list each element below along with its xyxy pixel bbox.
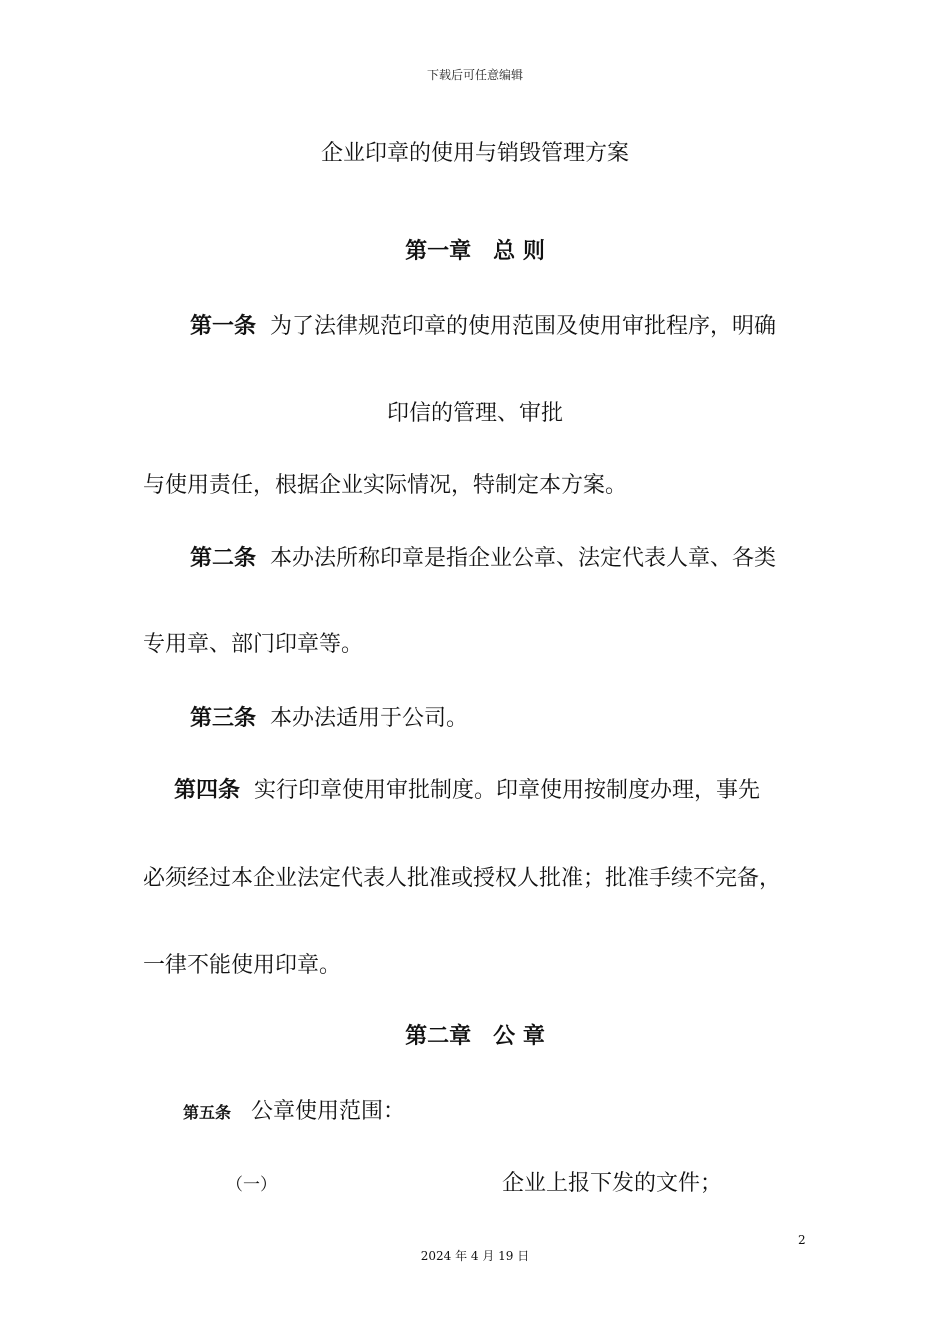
article-2-line-2: 专用章、部门印章等。 [143, 632, 364, 657]
article-4-text-1: 实行印章使用审批制度。印章使用按制度办理，事先 [254, 778, 761, 803]
article-2-label: 第二条 [190, 546, 257, 571]
article-3-text-1: 本办法适用于公司。 [270, 706, 469, 731]
document-title: 企业印章的使用与销毁管理方案 [320, 141, 629, 166]
page-number: 2 [798, 1233, 806, 1247]
article-4-line-1 [174, 773, 760, 804]
footer-date: 2024 年 4 月 19 日 [420, 1249, 530, 1263]
article-1-line-3: 与使用责任，根据企业实际情况，特制定本方案。 [143, 473, 628, 498]
chapter-2-heading [0, 1019, 950, 1050]
item-1-text: 企业上报下发的文件； [502, 1171, 723, 1196]
article-2-text-1: 本办法所称印章是指企业公章、法定代表人章、各类 [270, 546, 777, 571]
chapter-1-number: 第一章 [405, 239, 472, 264]
article-5-text-1: 公章使用范围： [251, 1099, 406, 1124]
article-4-line-3: 一律不能使用印章。 [143, 953, 342, 978]
article-4-label: 第四条 [174, 778, 241, 803]
chapter-2-number: 第二章 [405, 1024, 472, 1049]
article-1-line-1 [190, 309, 776, 340]
chapter-2-name: 公 章 [493, 1024, 545, 1049]
article-1-line-2: 印信的管理、审批 [386, 401, 563, 426]
chapter-1-heading [0, 234, 950, 265]
header-note: 下载后可任意编辑 [426, 68, 523, 82]
article-5-label: 第五条 [183, 1103, 232, 1122]
chapter-1-name: 总 则 [493, 239, 545, 264]
item-1-label: （一） [226, 1175, 277, 1195]
article-1-text-1: 为了法律规范印章的使用范围及使用审批程序，明确 [270, 314, 777, 339]
article-2-line-1 [190, 541, 776, 572]
article-1-label: 第一条 [190, 314, 257, 339]
article-5-line-1 [183, 1094, 405, 1125]
article-3-label: 第三条 [190, 706, 257, 731]
article-4-line-2: 必须经过本企业法定代表人批准或授权人批准；批准手续不完备， [143, 866, 782, 891]
article-3-line-1 [190, 701, 468, 732]
